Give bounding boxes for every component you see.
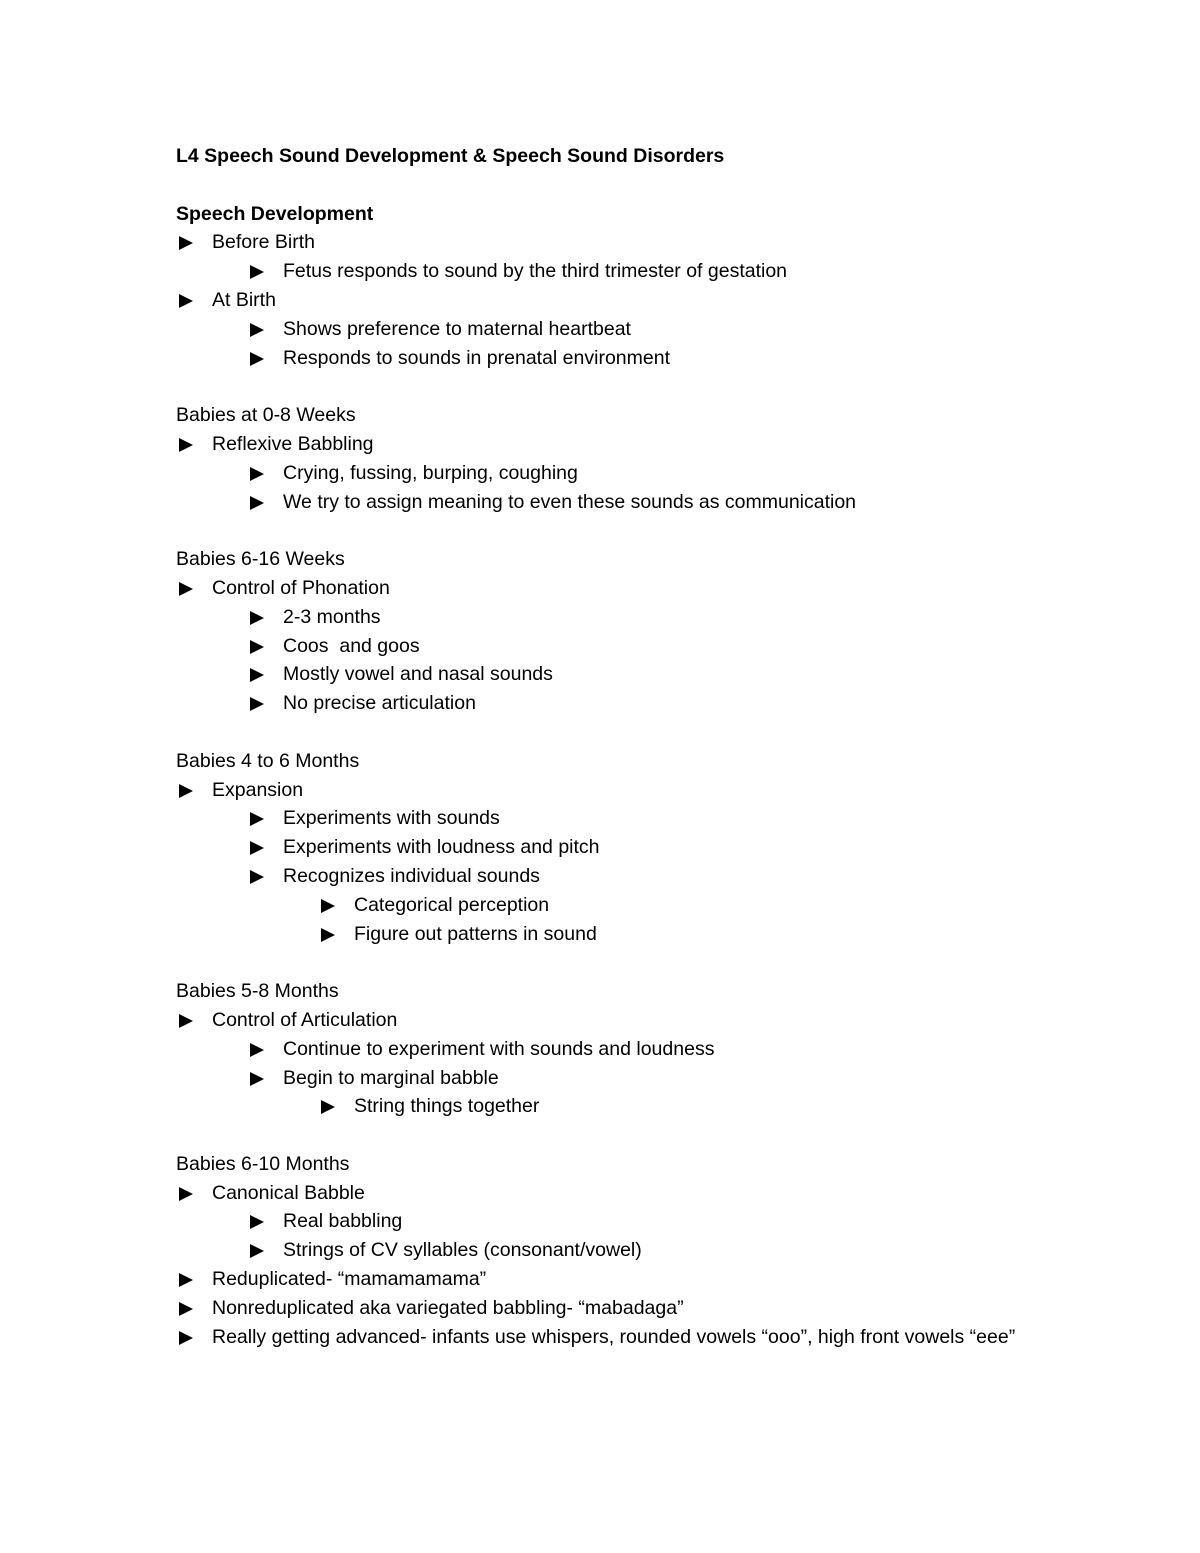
bullet-text: Continue to experiment with sounds and loudness — [283, 1037, 715, 1060]
spacer — [176, 948, 1076, 977]
bullet-text: No precise articulation — [283, 692, 476, 715]
bullet-item — [176, 1035, 1076, 1064]
triangle-bullet-icon — [250, 668, 264, 682]
document-page — [176, 142, 1076, 1351]
bullet-item — [176, 1006, 1076, 1035]
bullet-item — [176, 833, 1076, 862]
bullet-text: Nonreduplicated aka variegated babbling- “mabadaga” — [212, 1296, 684, 1319]
triangle-bullet-icon — [250, 1244, 264, 1258]
bullet-text: 2-3 months — [283, 605, 381, 628]
bullet-text: Recognizes individual sounds — [283, 864, 540, 887]
bullet-text: Coos and goos — [283, 634, 420, 657]
triangle-bullet-icon — [250, 812, 264, 826]
bullet-item — [176, 689, 1076, 718]
triangle-bullet-icon — [250, 697, 264, 711]
bullet-text: Strings of CV syllables (consonant/vowel) — [283, 1239, 642, 1262]
triangle-bullet-icon — [179, 1187, 193, 1201]
triangle-bullet-icon — [250, 870, 264, 884]
bullet-item — [176, 862, 1076, 891]
bullet-text: Control of Articulation — [212, 1008, 398, 1031]
triangle-bullet-icon — [321, 928, 335, 942]
bullet-item — [176, 1092, 1076, 1121]
triangle-bullet-icon — [250, 1072, 264, 1086]
bullet-text: Before Birth — [212, 231, 315, 254]
bullet-item — [176, 574, 1076, 603]
triangle-bullet-icon — [250, 640, 264, 654]
bullet-text: String things together — [354, 1095, 540, 1118]
bullet-text: Reduplicated- “mamamamama” — [212, 1268, 487, 1291]
triangle-bullet-icon — [250, 1043, 264, 1057]
bullet-item — [176, 1265, 1076, 1294]
spacer — [176, 372, 1076, 401]
triangle-bullet-icon — [250, 323, 264, 337]
spacer — [176, 1121, 1076, 1150]
spacer — [176, 718, 1076, 747]
bullet-item — [176, 660, 1076, 689]
bullet-item — [176, 920, 1076, 949]
triangle-bullet-icon — [250, 467, 264, 481]
section-heading: Babies 6-16 Weeks — [176, 548, 345, 571]
bullet-text: Experiments with sounds — [283, 807, 500, 830]
triangle-bullet-icon — [250, 496, 264, 510]
triangle-bullet-icon — [250, 1215, 264, 1229]
bullet-item — [176, 632, 1076, 661]
triangle-bullet-icon — [179, 438, 193, 452]
bullet-item — [176, 344, 1076, 373]
bullet-text: At Birth — [212, 288, 276, 311]
triangle-bullet-icon — [250, 841, 264, 855]
bullet-text: Canonical Babble — [212, 1181, 365, 1204]
triangle-bullet-icon — [179, 1014, 193, 1028]
triangle-bullet-icon — [250, 265, 264, 279]
bullet-text: Really getting advanced- infants use whispers, rounded vowels “ooo”, high front vowels “eee” — [212, 1325, 1016, 1348]
spacer — [176, 171, 1076, 200]
bullet-item — [176, 430, 1076, 459]
spacer — [176, 516, 1076, 545]
document-title: L4 Speech Sound Development & Speech Sound Disorders — [176, 145, 725, 167]
section-heading: Speech Development — [176, 202, 374, 225]
bullet-item — [176, 459, 1076, 488]
bullet-text: Control of Phonation — [212, 576, 390, 599]
section-heading: Babies at 0-8 Weeks — [176, 404, 356, 427]
bullet-item — [176, 286, 1076, 315]
bullet-text: Fetus responds to sound by the third trimester of gestation — [283, 260, 788, 283]
triangle-bullet-icon — [250, 352, 264, 366]
bullet-text: Categorical perception — [354, 893, 550, 916]
bullet-item — [176, 891, 1076, 920]
section-heading: Babies 4 to 6 Months — [176, 749, 360, 772]
bullet-item — [176, 1323, 1076, 1352]
bullet-item — [176, 1179, 1076, 1208]
bullet-text: Real babbling — [283, 1210, 403, 1233]
bullet-text: Crying, fussing, burping, coughing — [283, 461, 578, 484]
bullet-text: Begin to marginal babble — [283, 1066, 499, 1089]
triangle-bullet-icon — [179, 784, 193, 798]
bullet-text: Experiments with loudness and pitch — [283, 836, 600, 859]
bullet-item — [176, 603, 1076, 632]
triangle-bullet-icon — [321, 1100, 335, 1114]
bullet-item — [176, 1207, 1076, 1236]
triangle-bullet-icon — [250, 611, 264, 625]
bullet-text: Reflexive Babbling — [212, 432, 374, 455]
section-heading: Babies 5-8 Months — [176, 980, 339, 1003]
bullet-text: Expansion — [212, 778, 304, 801]
bullet-text: Responds to sounds in prenatal environment — [283, 346, 670, 369]
bullet-item — [176, 804, 1076, 833]
bullet-item — [176, 488, 1076, 517]
bullet-text: Mostly vowel and nasal sounds — [283, 663, 553, 686]
bullet-text: We try to assign meaning to even these sounds as communication — [283, 490, 857, 513]
triangle-bullet-icon — [321, 899, 335, 913]
bullet-item — [176, 776, 1076, 805]
section-heading: Babies 6-10 Months — [176, 1152, 350, 1175]
bullet-item — [176, 315, 1076, 344]
bullet-text: Shows preference to maternal heartbeat — [283, 317, 631, 340]
triangle-bullet-icon — [179, 294, 193, 308]
bullet-item — [176, 228, 1076, 257]
bullet-item — [176, 1236, 1076, 1265]
triangle-bullet-icon — [179, 236, 193, 250]
bullet-item — [176, 257, 1076, 286]
triangle-bullet-icon — [179, 1331, 193, 1345]
bullet-item — [176, 1294, 1076, 1323]
triangle-bullet-icon — [179, 582, 193, 596]
triangle-bullet-icon — [179, 1302, 193, 1316]
triangle-bullet-icon — [179, 1273, 193, 1287]
bullet-text: Figure out patterns in sound — [354, 922, 597, 945]
bullet-item — [176, 1064, 1076, 1093]
